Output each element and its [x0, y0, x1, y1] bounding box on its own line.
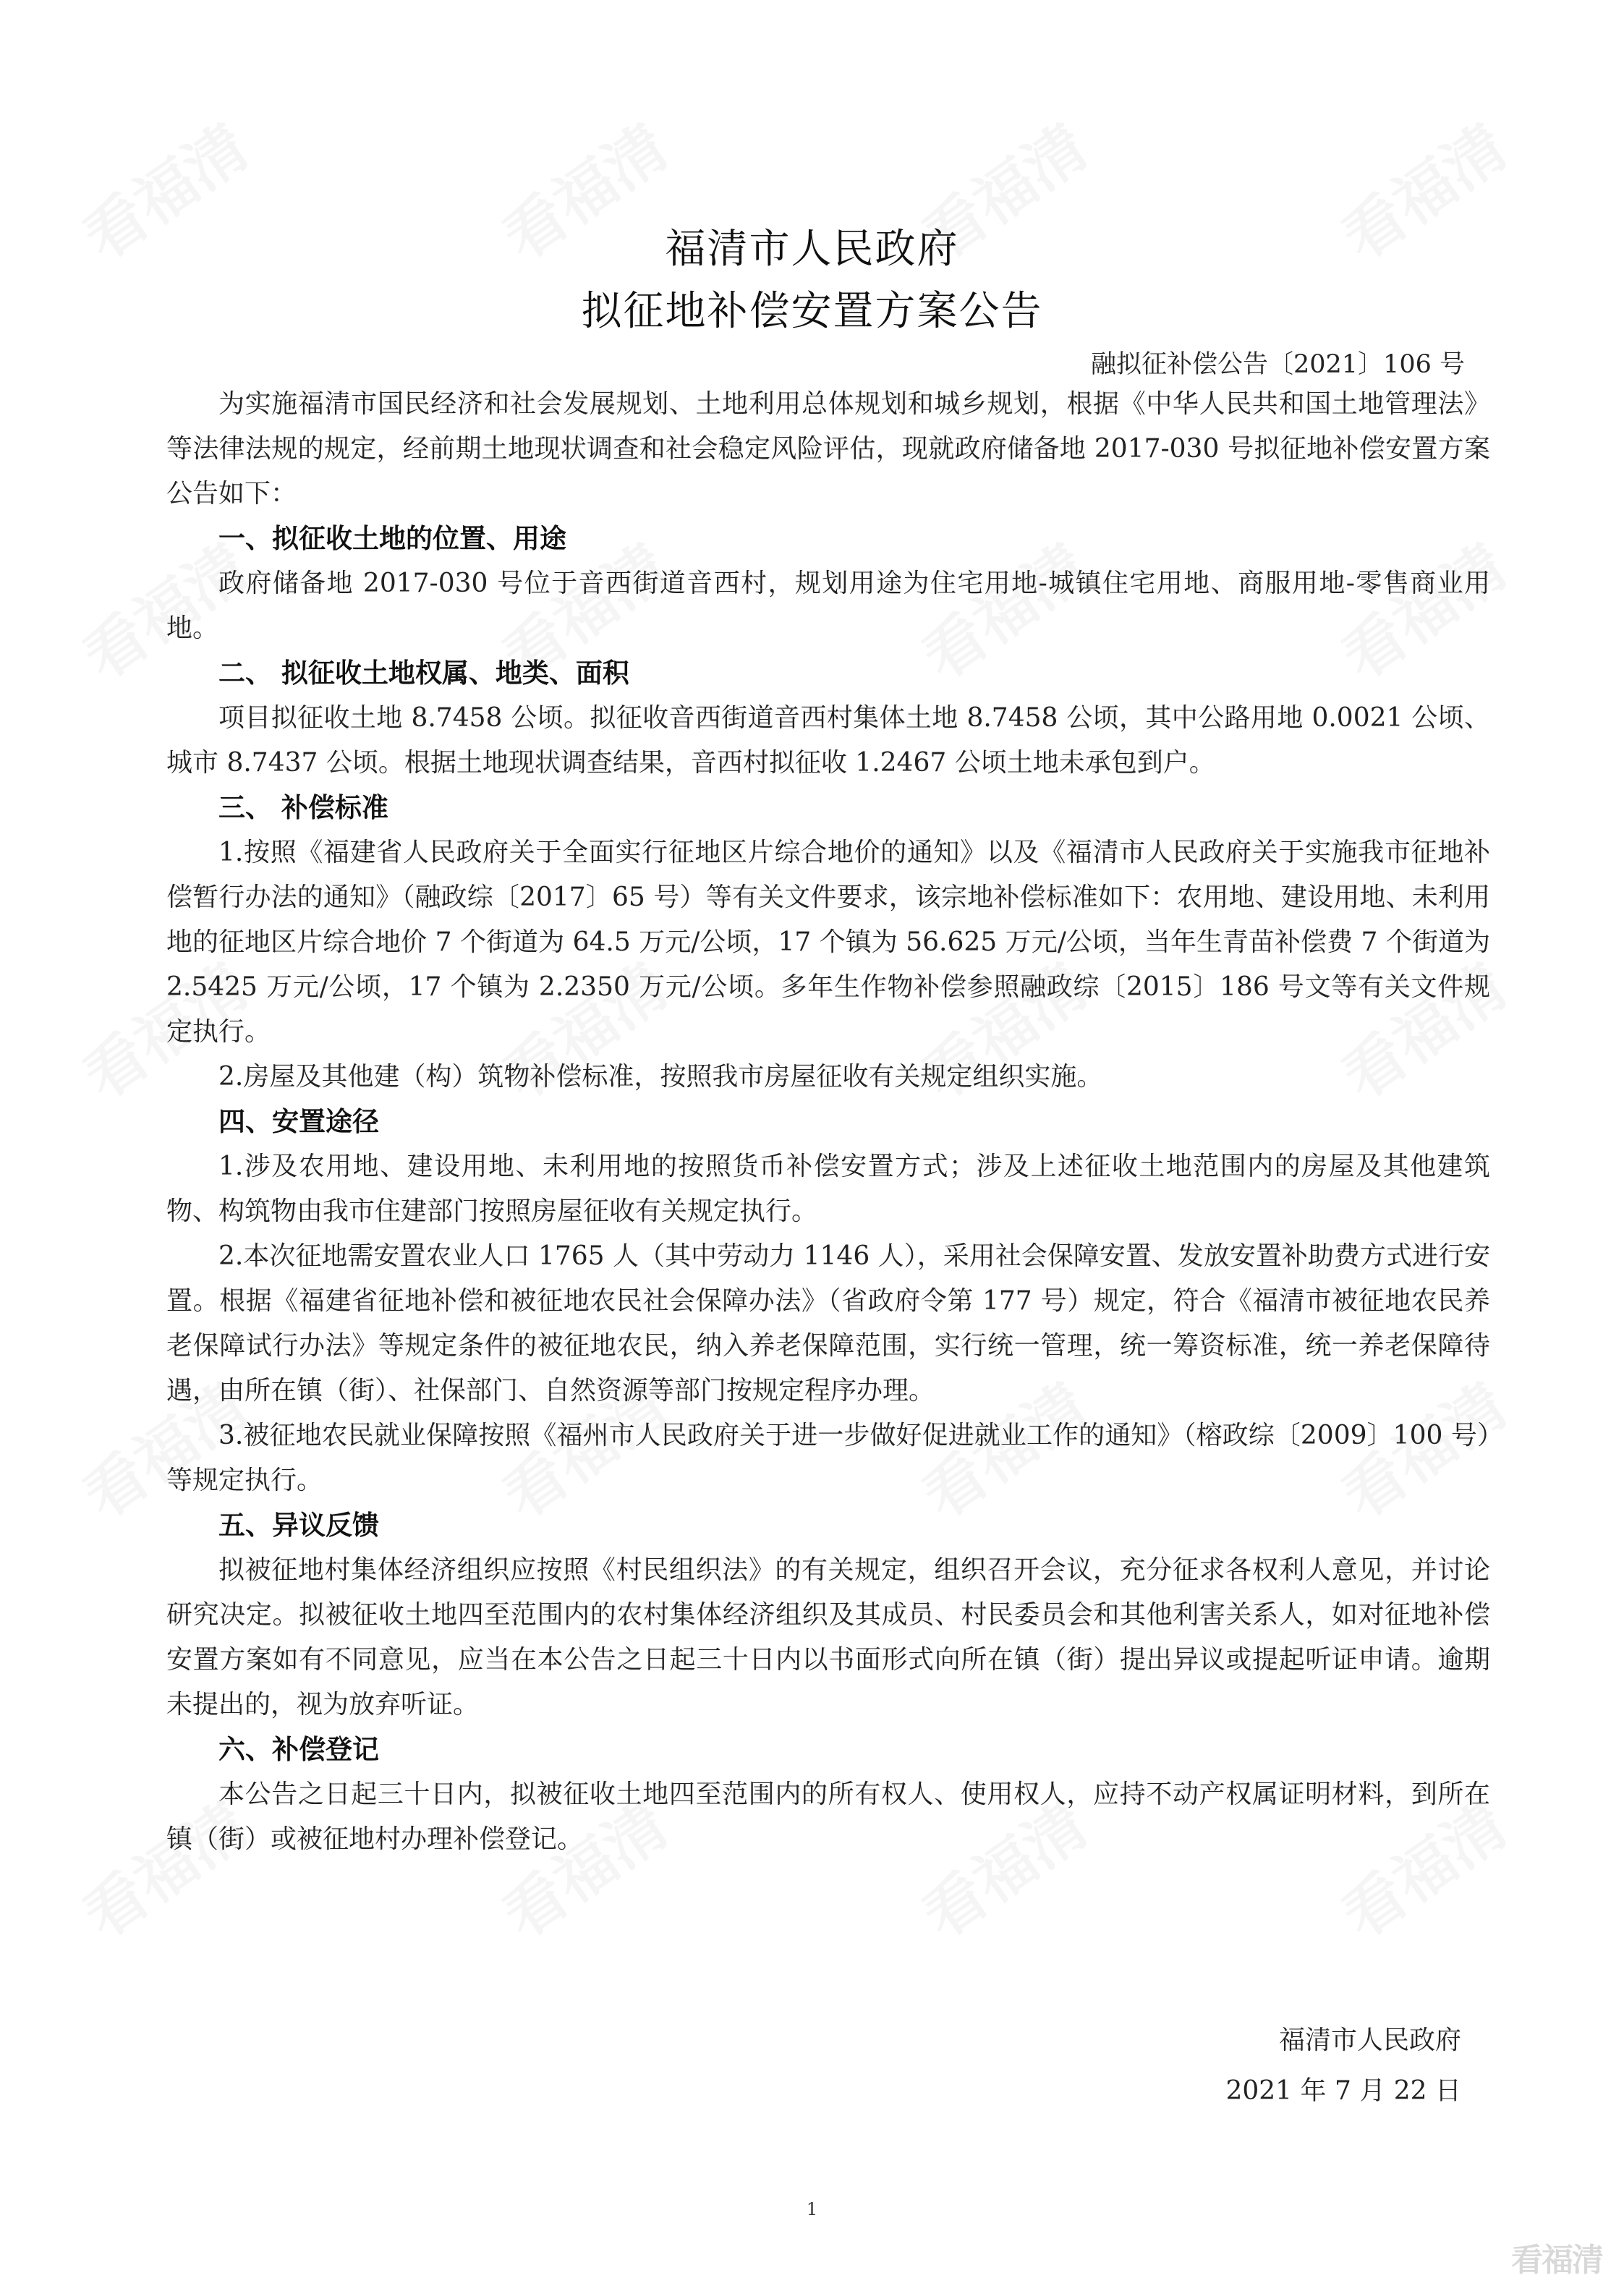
section-heading-5: 五、异议反馈 [218, 1510, 379, 1541]
document-title-issuer: 福清市人民政府 [665, 226, 959, 273]
section-heading-1: 一、拟征收土地的位置、用途 [218, 523, 566, 554]
section-1-paragraph: 政府储备地 2017-030 号位于音西街道音西村，规划用途为住宅用地-城镇住宅用地、商服用地-零售商业用地。 [166, 569, 1490, 643]
corner-watermark-logo: 看福清 [1511, 2242, 1602, 2279]
document-title: 拟征地补偿安置方案公告 [581, 288, 1043, 335]
document-number: 融拟征补偿公告〔2021〕106 号 [1090, 350, 1465, 379]
section-heading-4: 四、安置途径 [218, 1106, 379, 1137]
section-6-paragraph: 本公告之日起三十日内，拟被征收土地四至范围内的所有权人、使用权人，应持不动产权属证明材料，到所在镇（街）或被征地村办理补偿登记。 [166, 1780, 1490, 1854]
section-3-paragraph-2: 2.房屋及其他建（构）筑物补偿标准，按照我市房屋征收有关规定组织实施。 [218, 1062, 1103, 1092]
section-4-paragraph-2: 2.本次征地需安置农业人口 1765 人（其中劳动力 1146 人），采用社会保障安置、发放安置补助费方式进行安置。根据《福建省征地补偿和被征地农民社会保障办法》（省政府令第 177 号）规定，符合《福清市被征地农民养老保障试行办法》等规定条件的被征地农民，纳入养老保障范围，实行统一管理，统一筹资标准，统一养老保障待遇，由所在镇（街）、社保部门、自然资源等部门按规定程序办理。 [166, 1241, 1490, 1406]
section-3-paragraph-1: 1.按照《福建省人民政府关于全面实行征地区片综合地价的通知》以及《福清市人民政府关于实施我市征地补偿暂行办法的通知》（融政综〔2017〕65 号）等有关文件要求，该宗地补偿标准如下：农用地、建设用地、未利用地的征地区片综合地价 7 个街道为 64.5 万元/公顷，17 个镇为 56.625 万元/公顷，当年生青苗补偿费 7 个街道为 2.5425 万元/公顷，17 个镇为 2.2350 万元/公顷。多年生作物补偿参照融政综〔2015〕186 号文等有关文件规定执行。 [166, 838, 1490, 1047]
section-heading-3: 三、 补偿标准 [218, 792, 388, 823]
section-heading-2: 二、 拟征收土地权属、地类、面积 [218, 658, 629, 689]
signature-date: 2021 年 7 月 22 日 [1225, 2076, 1461, 2106]
section-4-paragraph-3: 3.被征地农民就业保障按照《福州市人民政府关于进一步做好促进就业工作的通知》（榕政综〔2009〕100 号）等规定执行。 [166, 1421, 1490, 1495]
section-4-paragraph-1: 1.涉及农用地、建设用地、未利用地的按照货币补偿安置方式；涉及上述征收土地范围内的房屋及其他建筑物、构筑物由我市住建部门按照房屋征收有关规定执行。 [166, 1152, 1490, 1226]
page-number: 1 [806, 2199, 818, 2219]
document-body [166, 382, 1490, 1862]
section-heading-6: 六、补偿登记 [218, 1734, 379, 1765]
section-2-paragraph: 项目拟征收土地 8.7458 公顷。拟征收音西街道音西村集体土地 8.7458 公顷，其中公路用地 0.0021 公顷、城市 8.7437 公顷。根据土地现状调查结果，音西村拟征收 1.2467 公顷土地未承包到户。 [166, 703, 1490, 778]
signature-org: 福清市人民政府 [1278, 2025, 1461, 2055]
intro-paragraph: 为实施福清市国民经济和社会发展规划、土地利用总体规划和城乡规划，根据《中华人民共和国土地管理法》等法律法规的规定，经前期土地现状调查和社会稳定风险评估，现就政府储备地 2017-030 号拟征地补偿安置方案公告如下： [166, 389, 1490, 509]
section-5-paragraph: 拟被征地村集体经济组织应按照《村民组织法》的有关规定，组织召开会议，充分征求各权利人意见，并讨论研究决定。拟被征收土地四至范围内的农村集体经济组织及其成员、村民委员会和其他利害关系人，如对征地补偿安置方案如有不同意见，应当在本公告之日起三十日内以书面形式向所在镇（街）提出异议或提起听证申请。逾期未提出的，视为放弃听证。 [166, 1555, 1490, 1719]
